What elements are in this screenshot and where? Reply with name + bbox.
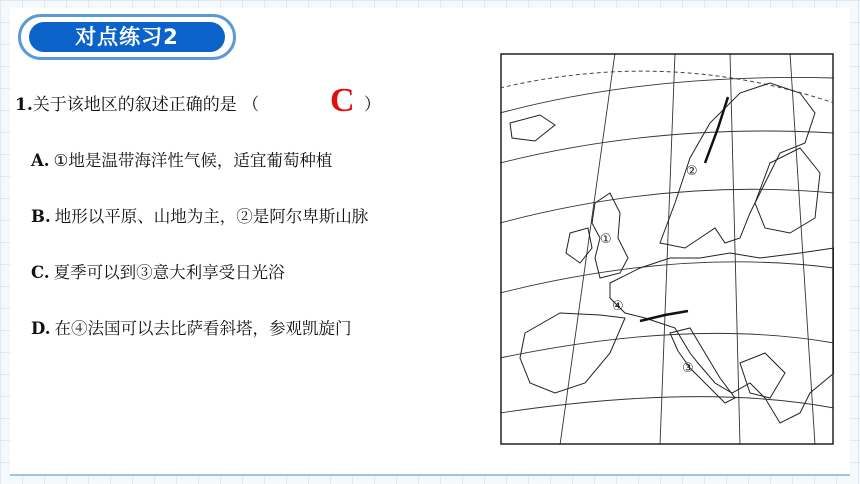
option-text: 夏季可以到③意大利享受日光浴 [53,263,285,282]
option-text: ①地是温带海洋性气候，适宜葡萄种植 [53,151,333,170]
option-key: A. [31,151,50,170]
slide-title: 对点练习2 [29,22,225,52]
option-b[interactable] [31,203,368,227]
option-c[interactable] [31,259,285,283]
europe-map [500,53,834,445]
question-text: 关于该地区的叙述正确的是 （ [32,95,260,115]
option-key: D. [31,319,51,338]
option-d[interactable] [31,315,351,339]
question-paren-close: ） [364,95,381,115]
option-key: C. [31,263,50,282]
map-border [501,54,833,444]
option-text: 地形以平原、山地为主，②是阿尔卑斯山脉 [54,207,369,226]
option-key: B. [31,207,51,226]
map-marker-4: ④ [612,299,624,314]
question-number: 1. [15,95,33,115]
title-badge [18,14,236,60]
question-stem [15,90,259,115]
map-marker-2: ② [686,164,698,179]
map-marker-3: ③ [682,361,694,376]
option-text: 在④法国可以去比萨看斜塔，参观凯旋门 [54,319,352,338]
answer-letter: C [330,82,355,119]
option-a[interactable] [31,147,332,171]
map-marker-1: ① [600,232,612,247]
